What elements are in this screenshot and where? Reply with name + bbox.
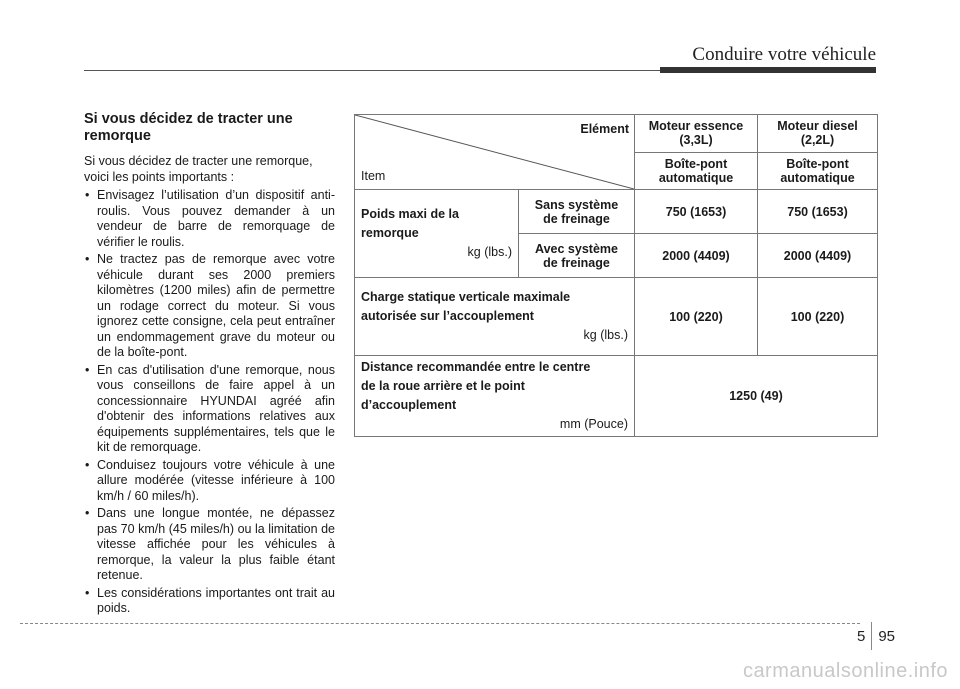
engine-diesel-header: Moteur diesel (2,2L)	[758, 115, 878, 153]
with-brake-label: Avec système de freinage	[519, 234, 635, 278]
list-item: • Conduisez toujours votre véhicule à une allure modérée (vitesse inférieure à 100 km/h / 60 miles/h).	[84, 458, 335, 505]
max-weight-label: Poids maxi de la remorque kg (lbs.)	[355, 190, 519, 278]
no-brake-label: Sans système de freinage	[519, 190, 635, 234]
watermark: carmanualsonline.info	[742, 660, 948, 682]
static-load-petrol-value: 100 (220)	[635, 278, 758, 356]
max-weight-unit: kg (lbs.)	[467, 245, 512, 259]
header-rule	[84, 70, 660, 71]
engine-petrol-header: Moteur essence (3,3L)	[635, 115, 758, 153]
page-header-title: Conduire votre véhicule	[692, 44, 876, 65]
static-load-label: Charge statique verticale maximale autorisée sur l’accouplement kg (lbs.)	[355, 278, 635, 356]
gearbox-petrol-header: Boîte-pont automatique	[635, 152, 758, 190]
distance-label: Distance recommandée entre le centre de la roue arrière et le point d’accouplement mm (Pouce)	[355, 356, 635, 437]
with-brake-petrol-value: 2000 (4409)	[635, 234, 758, 278]
towing-spec-table	[354, 114, 878, 437]
distance-value: 1250 (49)	[635, 356, 878, 437]
left-column	[84, 111, 335, 619]
chapter-number: 5	[857, 628, 866, 645]
table-header-diagonal	[355, 115, 635, 190]
no-brake-petrol-value: 750 (1653)	[635, 190, 758, 234]
with-brake-diesel-value: 2000 (4409)	[758, 234, 878, 278]
element-label: Elément	[580, 122, 629, 136]
static-load-unit: kg (lbs.)	[583, 328, 628, 342]
item-label: Item	[361, 169, 386, 183]
footer-rule	[20, 623, 860, 625]
section-intro: Si vous décidez de tracter une remorque, voici les points importants :	[84, 154, 313, 184]
section-title: Si vous décidez de tracter une remorque	[84, 111, 293, 144]
gearbox-diesel-header: Boîte-pont automatique	[758, 152, 878, 190]
static-load-diesel-value: 100 (220)	[758, 278, 878, 356]
list-item: • En cas d'utilisation d'une remorque, nous vous conseillons de faire appel à un concessionnaire HYUNDAI agréé afin d'obtenir des informations relatives aux équipements supplémentaires, tels que le kit de remorquage.	[84, 363, 335, 456]
bullet-list	[84, 188, 335, 617]
page-number-separator	[871, 622, 872, 650]
page-number-value: 95	[878, 628, 896, 645]
header-rule-accent	[660, 67, 876, 73]
list-item: • Envisagez l’utilisation d’un dispositif anti-roulis. Vous pouvez demander à un vendeur de barre de remorquage de vérifier le roulis.	[84, 188, 335, 250]
list-item: • Dans une longue montée, ne dépassez pas 70 km/h (45 miles/h) ou la limitation de vitesse affichée pour les véhicules à remorque, la valeur la plus faible étant retenue.	[84, 506, 335, 584]
no-brake-diesel-value: 750 (1653)	[758, 190, 878, 234]
list-item: • Les considérations importantes ont trait au poids.	[84, 586, 335, 617]
list-item: • Ne tractez pas de remorque avec votre véhicule durant ses 2000 premiers kilomètres (1200 miles) afin de permettre un rodage correct du moteur. Si vous ignorez cette consigne, cela peut entraîner un endommagement grave du moteur ou de la boîte-pont.	[84, 252, 335, 361]
distance-unit: mm (Pouce)	[559, 417, 628, 431]
page-number	[857, 628, 895, 650]
